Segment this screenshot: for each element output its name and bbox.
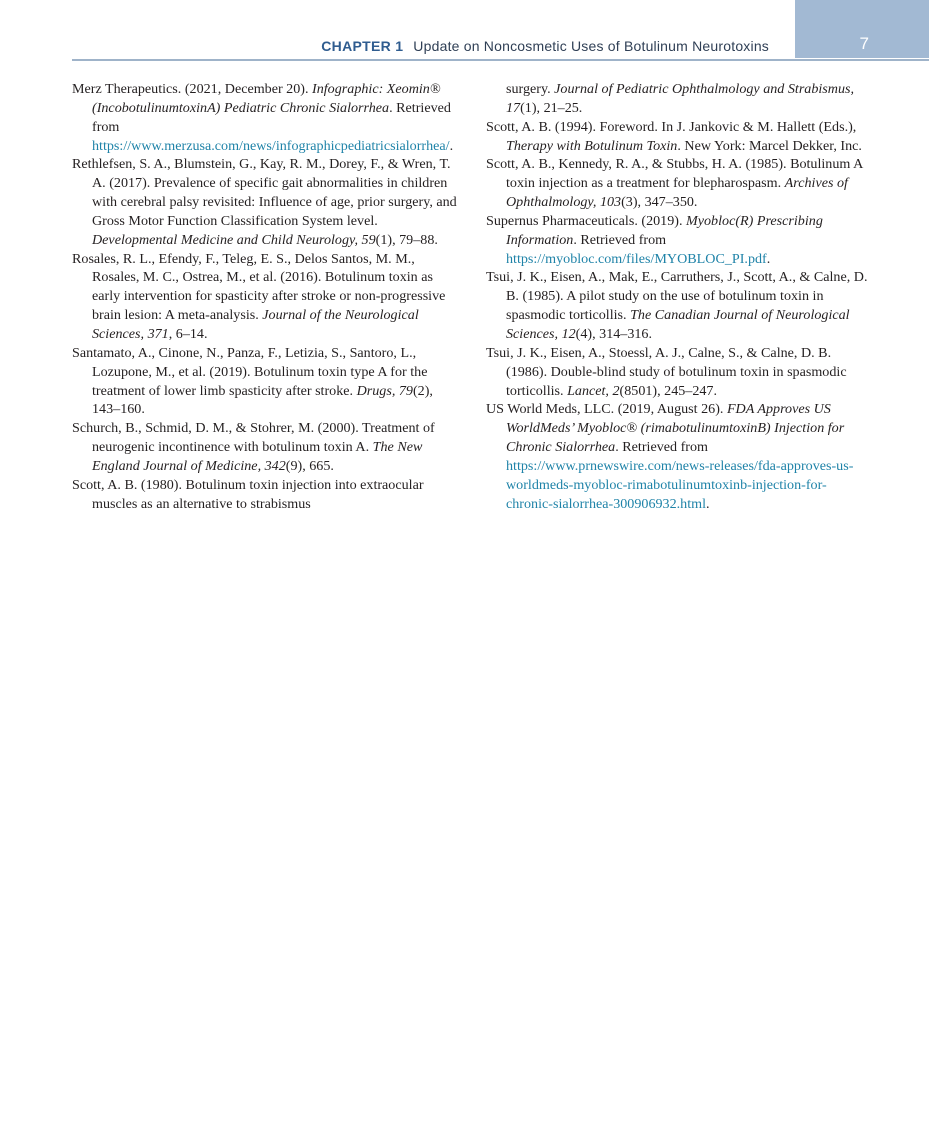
chapter-title: Update on Noncosmetic Uses of Botulinum Neurotoxins <box>413 38 769 54</box>
chapter-label: CHAPTER 1 <box>321 38 404 54</box>
reference-entry <box>72 419 457 476</box>
reference-entry <box>72 250 457 344</box>
ref-authors: Scott, A. B. (1994). Foreword. In J. Jankovic & M. Hallett (Eds.), <box>486 118 857 135</box>
ref-details: (1), 79–88. <box>375 231 438 248</box>
ref-authors: Tsui, J. K., Eisen, A., Stoessl, A. J., Calne, S., & Calne, D. B. (1986). Double-blind study of botulinum toxin in spasmodic torticollis. <box>486 344 847 399</box>
ref-authors: Supernus Pharmaceuticals. (2019). <box>486 212 687 229</box>
ref-details: , 6–14. <box>168 325 208 342</box>
ref-details: . Retrieved from <box>615 439 708 456</box>
ref-details: (3), 347–350. <box>621 194 698 211</box>
ref-title: Therapy with Botulinum Toxin <box>506 137 678 154</box>
ref-authors: Rethlefsen, S. A., Blumstein, G., Kay, R. M., Dorey, F., & Wren, T. A. (2017). Prevalence of specific gait abnormalities in children with cerebral palsy revisited: Influence of age, prior surgery, and Gross Motor Function Classification System level. <box>72 156 457 229</box>
page-number: 7 <box>859 34 869 53</box>
reference-entry <box>486 155 872 212</box>
ref-details: . New York: Marcel Dekker, Inc. <box>677 137 862 154</box>
ref-authors: Schurch, B., Schmid, D. M., & Stohrer, M. (2000). Treatment of neurogenic incontinence with botulinum toxin A. <box>72 420 435 456</box>
ref-authors: Tsui, J. K., Eisen, A., Mak, E., Carruthers, J., Scott, A., & Calne, D. B. (1985). A pilot study on the use of botulinum toxin in spasmodic torticollis. <box>486 269 868 324</box>
ref-details: (9), 665. <box>285 457 334 474</box>
ref-journal: Journal of Pediatric Ophthalmology and Strabismus, 17 <box>506 81 855 116</box>
ref-link[interactable]: https://www.merzusa.com/news/infographicpediatricsialorrhea/ <box>92 137 450 154</box>
reference-entry <box>486 400 872 513</box>
ref-journal: The New England Journal of Medicine, 342 <box>92 439 423 474</box>
ref-details: . Retrieved from <box>92 99 451 135</box>
ref-journal: Lancet, 2 <box>567 382 620 399</box>
ref-authors: Santamato, A., Cinone, N., Panza, F., Letizia, S., Santoro, L., Lozupone, M., et al. (2019). Botulinum toxin type A for the treatment of lower limb spasticity after stroke. <box>72 344 428 399</box>
ref-tail: . <box>449 137 454 154</box>
ref-authors: Merz Therapeutics. (2021, December 20). <box>72 81 313 97</box>
reference-entry <box>72 344 457 419</box>
ref-authors: Rosales, R. L., Efendy, F., Teleg, E. S., Delos Santos, M. M., Rosales, M. C., Ostrea, M., et al. (2016). Botulinum toxin as early intervention for spasticity after stroke or non-progressive brain lesion: A meta-analysis. <box>72 250 446 324</box>
ref-details: (4), 314–316. <box>575 325 653 342</box>
ref-details: (1), 21–25. <box>520 99 583 116</box>
ref-details: (8501), 245–247. <box>619 382 718 399</box>
reference-column-right <box>486 80 872 513</box>
ref-title: Infographic: Xeomin® (IncobotulinumtoxinA) Pediatric Chronic Sialorrhea <box>92 81 441 116</box>
ref-link[interactable]: https://myobloc.com/files/MYOBLOC_PI.pdf <box>506 250 767 267</box>
ref-authors: Scott, A. B. (1980). Botulinum toxin injection into extraocular muscles as an alternative to strabismus <box>72 476 424 512</box>
header-text <box>321 38 769 54</box>
reference-continuation <box>486 80 872 118</box>
ref-tail: . <box>706 495 710 512</box>
ref-tail: . <box>766 250 771 267</box>
reference-entry <box>486 118 872 156</box>
reference-entry <box>72 155 457 249</box>
reference-column-left <box>72 80 457 513</box>
ref-journal: Journal of the Neurological Sciences, 371 <box>92 307 419 342</box>
ref-journal: Developmental Medicine and Child Neurology, 59 <box>92 231 376 248</box>
ref-details: . Retrieved from <box>573 231 667 248</box>
reference-entry <box>72 80 457 155</box>
page-number-box <box>795 0 929 58</box>
ref-journal: The Canadian Journal of Neurological Sciences, 12 <box>506 307 850 342</box>
ref-authors: US World Meds, LLC. (2019, August 26). <box>486 401 727 418</box>
reference-entry <box>486 268 872 343</box>
reference-entry <box>72 476 457 514</box>
ref-details: (2), 143–160. <box>92 382 433 418</box>
ref-continued-text: surgery. <box>506 81 555 97</box>
ref-authors: Scott, A. B., Kennedy, R. A., & Stubbs, H. A. (1985). Botulinum A toxin injection as a treatment for blepharospasm. <box>486 156 863 192</box>
reference-entry <box>486 344 872 401</box>
ref-journal: Drugs, 79 <box>356 382 413 399</box>
ref-link[interactable]: https://www.prnewswire.com/news-releases/fda-approves-us-worldmeds-myobloc-rimabotulinumtoxinb-injection-for-chronic-sialorrhea-300906932.html <box>506 457 854 512</box>
ref-title: Myobloc(R) Prescribing Information <box>506 212 823 248</box>
reference-entry <box>486 212 872 269</box>
ref-journal: Archives of Ophthalmology, 103 <box>506 175 848 211</box>
ref-title: FDA Approves US WorldMeds’ Myobloc® (rimabotulinumtoxinB) Injection for Chronic Sialorrhea <box>506 401 845 456</box>
